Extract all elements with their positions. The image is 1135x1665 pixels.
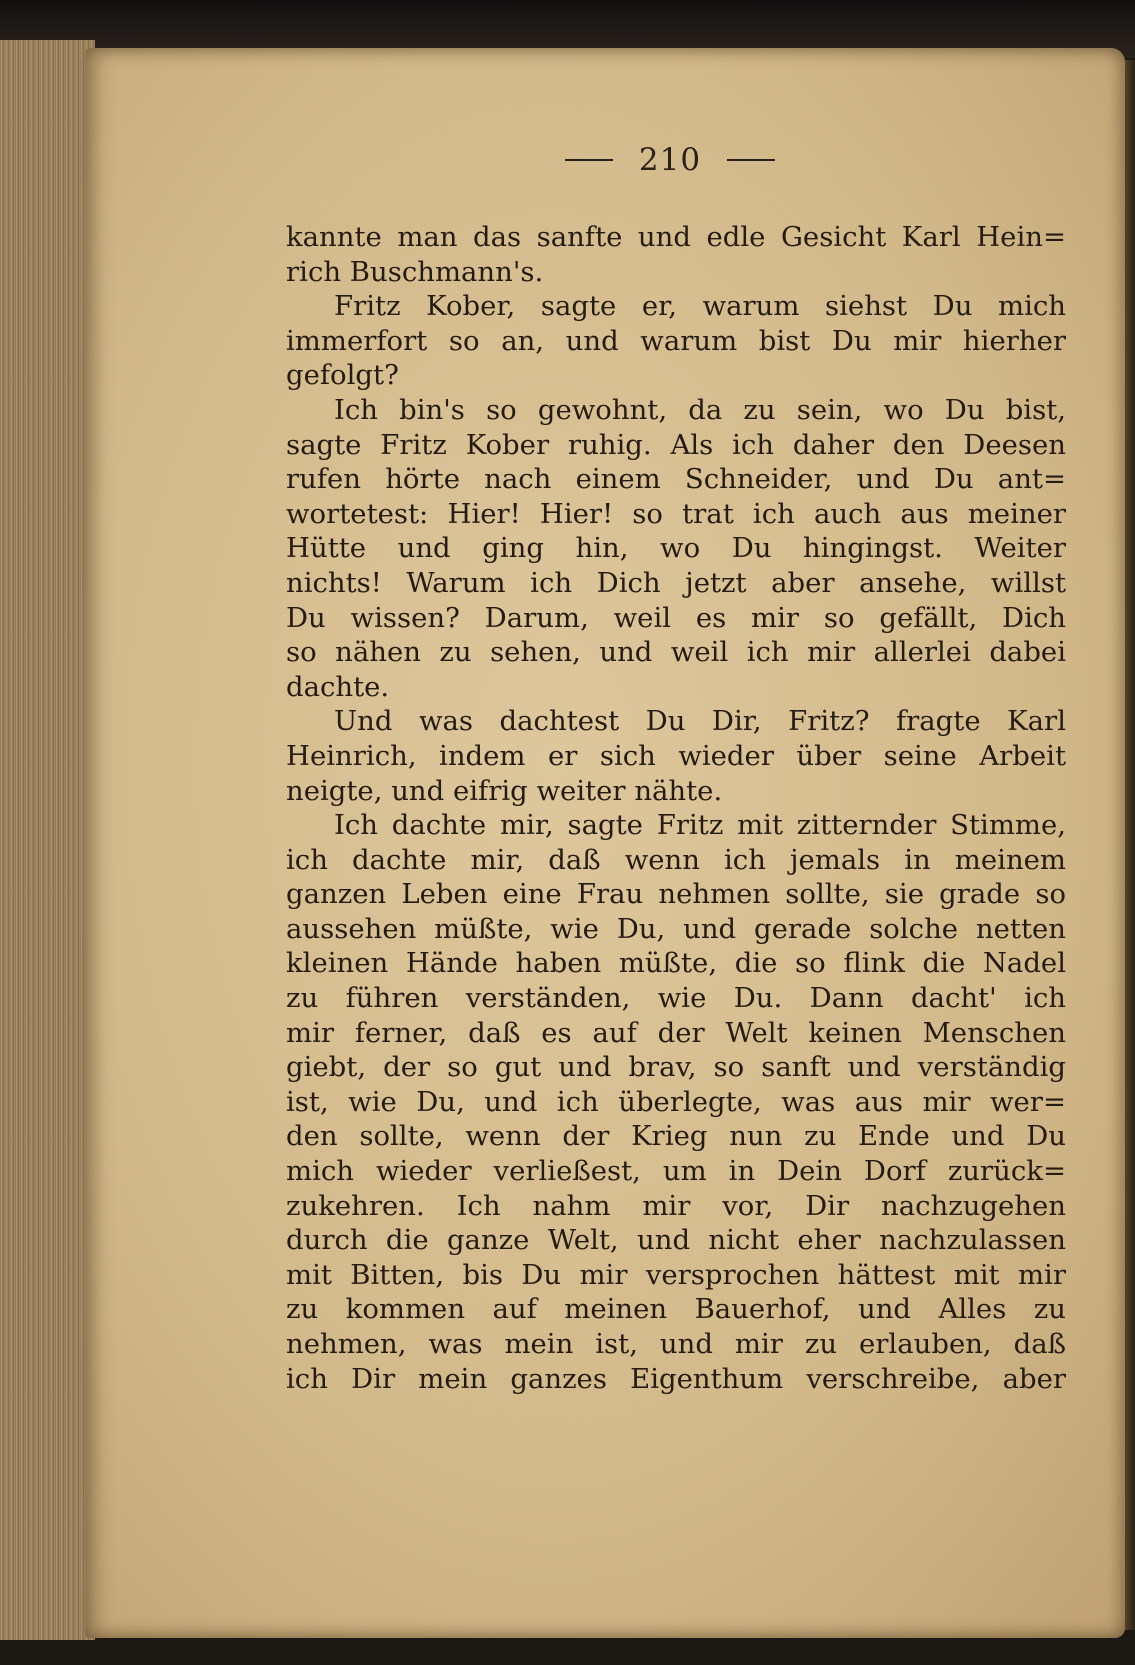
text-line: so nähen zu sehen, und weil ich mir allerlei dabei [286, 636, 1066, 669]
text-line: rich Buschmann's. [286, 255, 544, 288]
text-line: gefolgt? [286, 359, 399, 392]
text-line: Hütte und ging hin, wo Du hingingst. Weiter [286, 532, 1066, 565]
text-line: zu führen verständen, wie Du. Dann dacht' ich [286, 982, 1066, 1015]
text-line: mich wieder verließest, um in Dein Dorf zurück= [286, 1155, 1066, 1188]
page-header [540, 140, 800, 180]
text-line: Heinrich, indem er sich wieder über seine Arbeit [286, 739, 1066, 772]
text-line: wortetest: Hier! Hier! so trat ich auch aus meiner [286, 497, 1066, 530]
text-line: Und was dachtest Du Dir, Fritz? fragte Karl [334, 705, 1066, 738]
text-line: den sollte, wenn der Krieg nun zu Ende und Du [286, 1120, 1066, 1153]
body-text [286, 220, 1066, 1396]
text-line: nichts! Warum ich Dich jetzt aber ansehe, willst [286, 566, 1066, 599]
text-line: nehmen, was mein ist, und mir zu erlauben, daß [286, 1328, 1066, 1360]
text-line: immerfort so an, und warum bist Du mir hierher [286, 324, 1066, 357]
text-line: durch die ganze Welt, und nicht eher nachzulassen [286, 1224, 1066, 1257]
text-line: Du wissen? Darum, weil es mir so gefällt, Dich [286, 601, 1066, 634]
text-line: neigte, und eifrig weiter nähte. [286, 774, 723, 807]
text-line: kleinen Hände haben müßte, die so flink die Nadel [286, 947, 1066, 980]
text-line: Ich bin's so gewohnt, da zu sein, wo Du bist, [334, 393, 1066, 426]
page-stack-edge [0, 40, 95, 1640]
text-line: ich dachte mir, daß wenn ich jemals in meinem [286, 843, 1066, 876]
text-line: zu kommen auf meinen Bauerhof, und Alles zu [286, 1293, 1066, 1326]
text-line: mit Bitten, bis Du mir versprochen hättest mit mir [286, 1258, 1066, 1291]
text-line: ist, wie Du, und ich überlegte, was aus mir wer= [286, 1085, 1066, 1118]
text-line: ich Dir mein ganzes Eigenthum verschreibe, aber [286, 1362, 1066, 1395]
text-line: kannte man das sanfte und edle Gesicht Karl Hein= [286, 221, 1066, 253]
page-number: 210 [638, 142, 702, 178]
text-line: zukehren. Ich nahm mir vor, Dir nachzugehen [286, 1189, 1066, 1222]
text-line: rufen hörte nach einem Schneider, und Du ant= [286, 463, 1066, 496]
text-line: dachte. [286, 670, 390, 703]
text-line: Fritz Kober, sagte er, warum siehst Du mich [334, 290, 1066, 323]
text-line: giebt, der so gut und brav, so sanft und verständig [286, 1051, 1066, 1084]
text-line: Ich dachte mir, sagte Fritz mit zitternder Stimme, [334, 809, 1066, 842]
text-line: aussehen müßte, wie Du, und gerade solche netten [286, 912, 1066, 945]
header-dash-right [727, 159, 775, 161]
text-line: sagte Fritz Kober ruhig. Als ich daher den Deesen [286, 428, 1066, 461]
text-line: ganzen Leben eine Frau nehmen sollte, sie grade so [286, 878, 1066, 911]
text-line: mir ferner, daß es auf der Welt keinen Menschen [286, 1016, 1066, 1049]
header-dash-left [565, 159, 613, 161]
